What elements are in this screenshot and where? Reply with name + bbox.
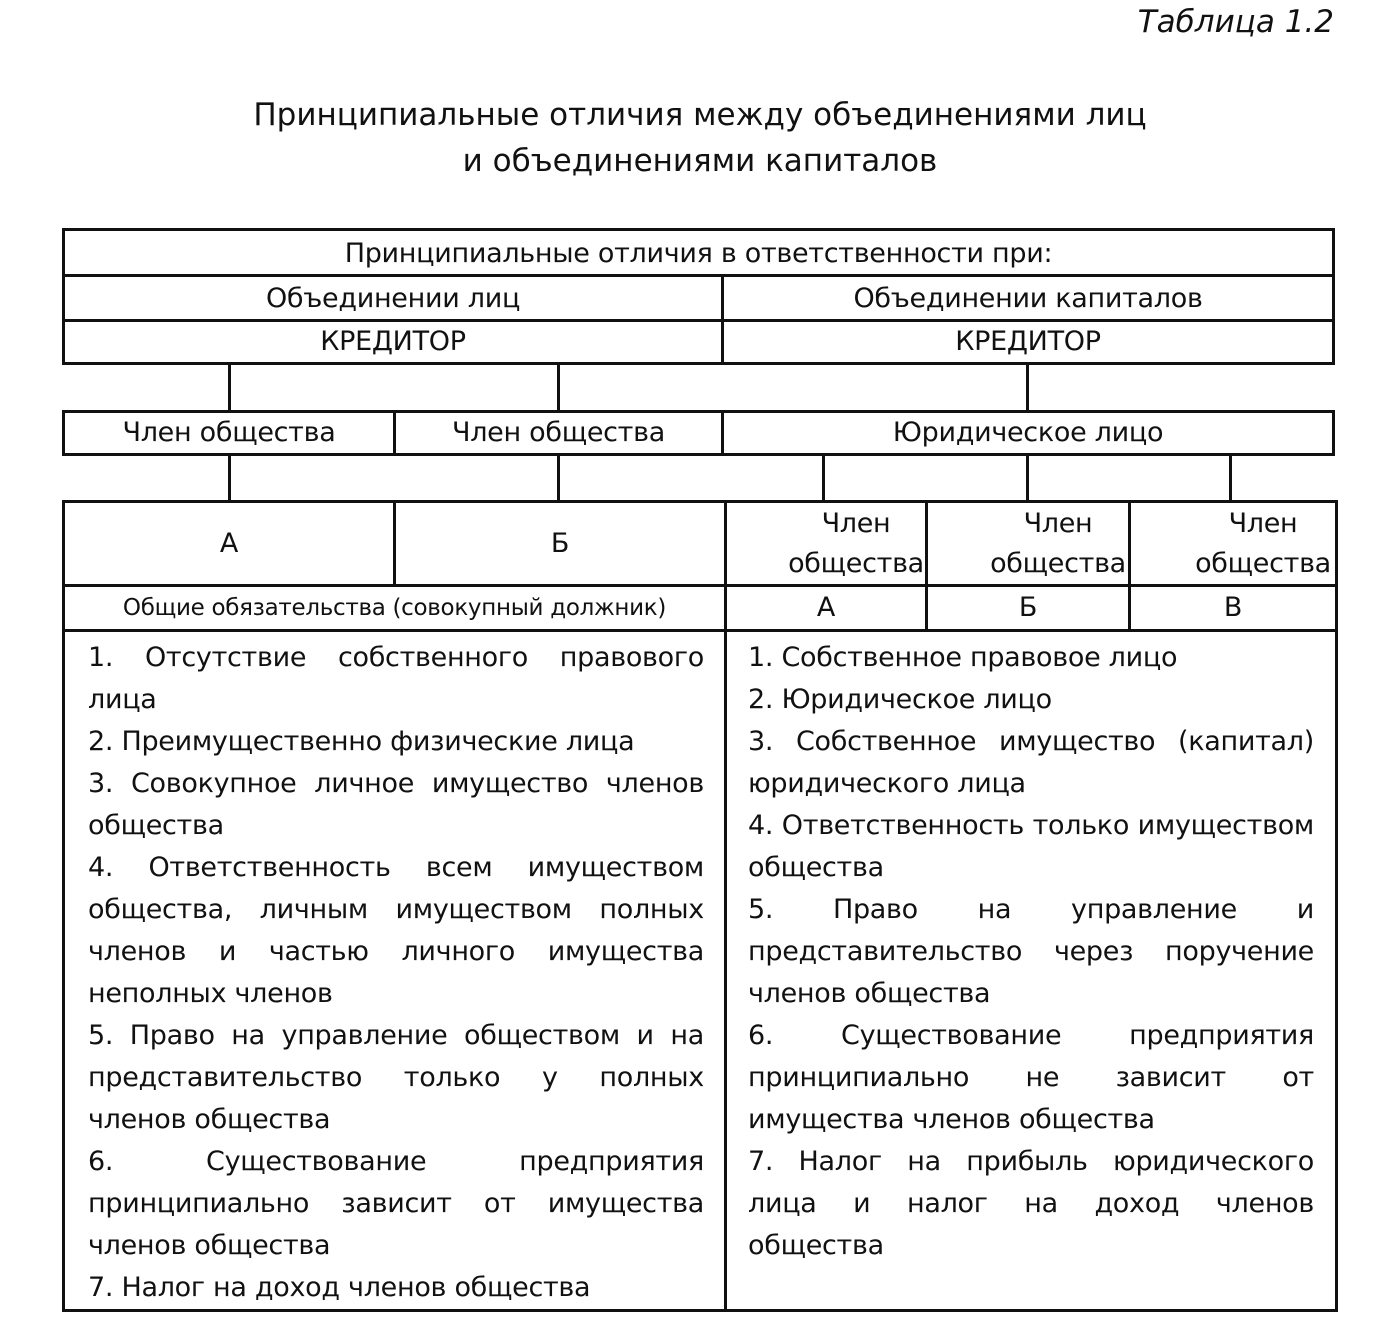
list-item: 5. Право на управление и представительство через поручение членов общества — [748, 894, 1314, 1009]
right-group-label: Объединении капиталов — [853, 282, 1203, 314]
left-member-2: Член общества — [452, 417, 665, 448]
list-item: 3. Собственное имущество (капитал) юридического лица — [748, 726, 1314, 799]
list-item: 7. Налог на прибыль юридического лица и налог на доход членов общества — [748, 1146, 1314, 1261]
right-member-3: Член общества — [1195, 507, 1331, 579]
connector-line — [1229, 456, 1232, 501]
title-line-2: и объединениями капиталов — [462, 143, 938, 179]
right-letter-b: Б — [1018, 592, 1038, 623]
left-group-label: Объединении лиц — [265, 282, 521, 314]
list-item: 3. Совокупное личное имущество членов общества — [88, 768, 704, 841]
document-title — [200, 92, 1200, 184]
list-item: 1. Отсутствие собственного правового лица — [88, 642, 704, 715]
left-features-list — [88, 637, 704, 1309]
right-member-1: Член общества — [788, 507, 924, 579]
connector-line — [557, 365, 560, 410]
list-item: 6. Существование предприятия принципиально не зависит от имущества членов общества — [748, 1020, 1314, 1135]
left-cell-a: А — [219, 527, 239, 559]
left-creditor: КРЕДИТОР — [320, 326, 466, 357]
lower-divider-2 — [62, 629, 1338, 632]
left-cell-b: Б — [550, 527, 570, 559]
table-header: Принципиальные отличия в ответственности при: — [344, 238, 1053, 269]
table-number-label: Таблица 1.2 — [1137, 4, 1334, 40]
right-features-list — [748, 637, 1314, 1267]
connector-line — [1026, 365, 1029, 410]
connector-line — [228, 365, 231, 410]
title-line-1: Принципиальные отличия между объединениями лиц — [253, 97, 1147, 133]
list-item: 2. Преимущественно физические лица — [88, 726, 635, 757]
connector-line — [1026, 456, 1029, 501]
list-item: 7. Налог на доход членов общества — [88, 1272, 591, 1303]
list-item: 5. Право на управление обществом и на представительство только у полных членов общества — [88, 1020, 704, 1135]
right-member-2: Член общества — [990, 507, 1126, 579]
list-item: 2. Юридическое лицо — [748, 684, 1052, 715]
list-item: 6. Существование предприятия принципиально зависит от имущества членов общества — [88, 1146, 704, 1261]
right-creditor: КРЕДИТОР — [955, 326, 1101, 357]
connector-line — [822, 456, 825, 501]
connector-line — [557, 456, 560, 501]
legal-entity: Юридическое лицо — [892, 417, 1164, 448]
right-letter-c: В — [1223, 592, 1243, 623]
right-letter-a: А — [816, 592, 836, 623]
header-divider-1 — [62, 274, 1335, 277]
list-item: 4. Ответственность только имуществом общества — [748, 810, 1314, 883]
list-item: 4. Ответственность всем имуществом общества, личным имуществом полных членов и частью личного имущества неполных членов — [88, 852, 704, 1009]
common-obligations: Общие обязательства (совокупный должник) — [122, 595, 667, 621]
left-member-1: Член общества — [122, 417, 336, 448]
list-item: 1. Собственное правовое лицо — [748, 642, 1178, 673]
connector-line — [228, 456, 231, 501]
